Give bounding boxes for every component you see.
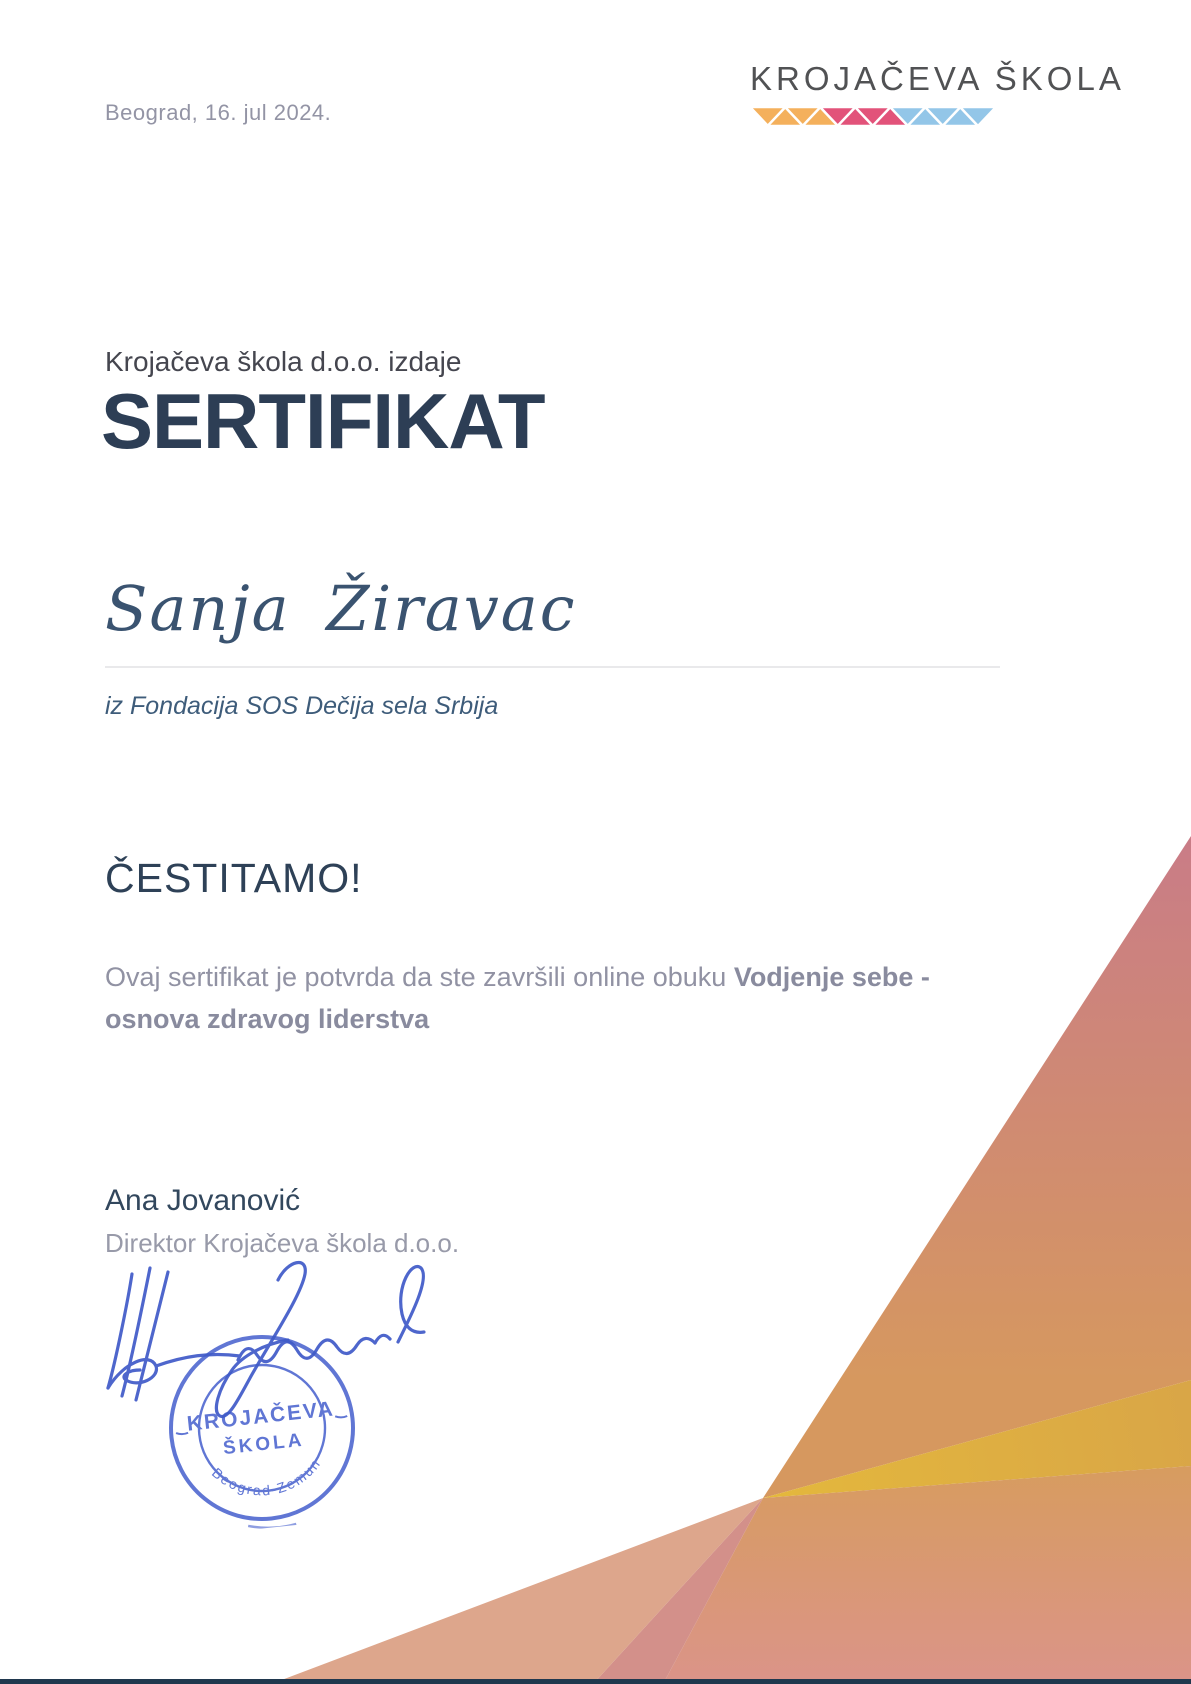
logo-triangles-icon xyxy=(750,105,1000,129)
stamp-line1: KROJAČEVA xyxy=(185,1397,336,1436)
stamp-line2: ŠKOLA xyxy=(222,1429,306,1460)
date-line: Beograd, 16. jul 2024. xyxy=(105,100,332,125)
recipient-organization: iz Fondacija SOS Dečija sela Srbija xyxy=(105,692,499,720)
logo-wordmark: KROJAČEVA ŠKOLA xyxy=(750,60,1125,97)
name-underline xyxy=(105,666,1000,668)
recipient-name: Sanja Žiravac xyxy=(105,572,577,645)
signature-ink xyxy=(88,1248,448,1436)
school-logo xyxy=(750,60,1125,129)
signer-title: Direktor Krojačeva škola d.o.o. xyxy=(105,1228,460,1258)
signer-name: Ana Jovanović xyxy=(105,1184,301,1217)
certificate-title: SERTIFIKAT xyxy=(101,377,545,465)
congrats-heading: ČESTITAMO! xyxy=(105,855,363,901)
stamp-arc-text: Beograd-Zemun xyxy=(208,1454,324,1499)
issuer-line: Krojačeva škola d.o.o. izdaje xyxy=(105,346,462,377)
body-regular-text: Ovaj sertifikat je potvrda da ste završili online obuku xyxy=(105,962,734,992)
svg-text:Beograd-Zemun xyxy=(208,1454,327,1504)
course-name-part2: osnova zdravog liderstva xyxy=(105,1003,430,1034)
bottom-accent-bar xyxy=(0,1679,1191,1684)
course-name-part1: Vodjenje sebe - xyxy=(733,962,930,992)
certificate-body xyxy=(105,957,1005,1041)
